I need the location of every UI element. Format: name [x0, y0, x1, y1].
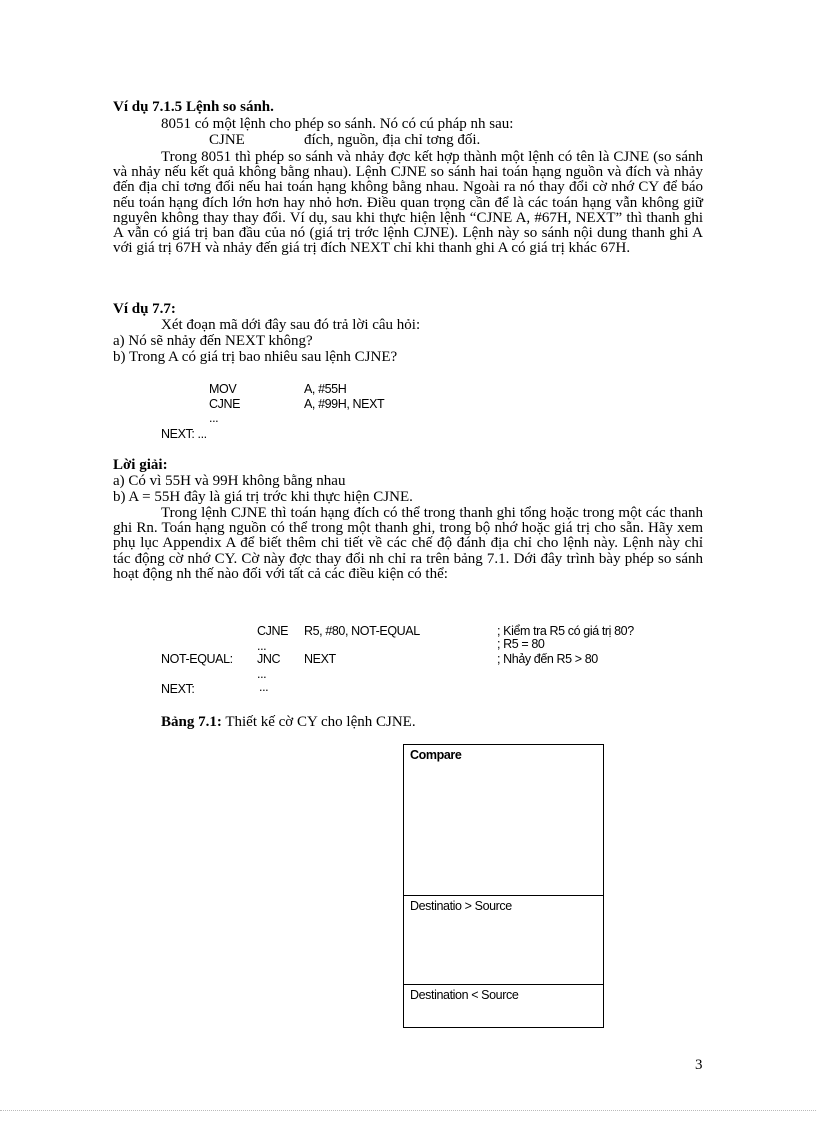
- syntax-args: đích, nguồn, địa chỉ tơng đối.: [304, 132, 481, 148]
- table-row: [404, 985, 603, 1028]
- code-dots: ...: [259, 680, 269, 694]
- code-comment: ; R5 = 80: [497, 637, 545, 651]
- code-label: NOT-EQUAL:: [161, 652, 233, 666]
- answer-b: b) A = 55H đây là giá trị trớc khi thực hiện CJNE.: [113, 489, 413, 505]
- example-heading: Ví dụ 7.7:: [113, 301, 176, 317]
- section-intro: 8051 có một lệnh cho phép so sánh. Nó có cú pháp nh sau:: [161, 116, 514, 132]
- table-caption-number: Bảng 7.1:: [161, 714, 222, 730]
- paragraph-text: Trong 8051 thì phép so sánh và nhảy đợc kết hợp thành một lệnh có tên là CJNE (so sánh và nhảy nếu kết quả không bằng nhau). Lệnh CJNE so sánh hai toán hạng nguồn và đích và nhảy đến địa chỉ tơng đối nếu hai toán hạng không bằng nhau. Ngoài ra nó thay đổi cờ nhớ CY để báo nếu toán hạng đích lớn hơn hay nhỏ hơn. Điều quan trọng cần để là các toán hạng vẫn không giữ nguyên không thay thay đổi. Ví dụ, sau khi thực hiện lệnh “CJNE A, #67H, NEXT” thì thanh ghi A vẫn có giá trị ban đầu của nó (giá trị trớc lệnh CJNE). Lệnh này so sánh nội dung thanh ghi A với giá trị 67H và nhảy đến giá trị đích NEXT chỉ khi thanh ghi A có giá trị khác 67H.: [113, 149, 703, 257]
- code-comment: ; Nhảy đến R5 > 80: [497, 652, 598, 666]
- code-args: A, #55H: [304, 382, 347, 396]
- table-cell: Destinatio > Source: [410, 899, 512, 913]
- section-heading: [113, 100, 274, 115]
- code-args: NEXT: [304, 652, 336, 666]
- code-op: JNC: [257, 652, 281, 666]
- code-op: MOV: [209, 382, 237, 396]
- section-paragraph: [113, 150, 703, 256]
- code-op: CJNE: [257, 624, 289, 638]
- code-args: A, #99H, NEXT: [304, 397, 385, 411]
- table-header: Compare: [410, 748, 462, 762]
- code-label: NEXT:: [161, 682, 195, 696]
- footer-divider: [0, 1110, 816, 1111]
- section-heading-number: Ví dụ 7.1.5: [113, 99, 183, 115]
- table-caption-text: Thiết kế cờ CY cho lệnh CJNE.: [225, 714, 416, 730]
- page-number: 3: [695, 1057, 703, 1073]
- code-comment: ; Kiểm tra R5 có giá trị 80?: [497, 624, 634, 638]
- section-heading-title: Lệnh so sánh.: [185, 99, 274, 115]
- cy-flag-table: [403, 744, 604, 1028]
- paragraph-text: Trong lệnh CJNE thì toán hạng đích có thể trong thanh ghi tổng hoặc trong một các thanh ghi Rn. Toán hạng nguồn có thể trong một thanh ghi, trong bộ nhớ hoặc giá trị cho sẵn. Hãy xem phụ lục Appendix A để biết thêm chi tiết về các chế độ đánh địa chỉ cho lệnh này. Lệnh này chỉ tác động cờ nhớ CY. Cờ này đợc thay đổi nh chỉ ra trên bảng 7.1. Dới đây trình bày phép so sánh hoạt động nh thế nào đối với tất cả các điều kiện có thể:: [113, 505, 703, 582]
- code-args: R5, #80, NOT-EQUAL: [304, 624, 420, 638]
- code-op: CJNE: [209, 397, 241, 411]
- question-a: a) Nó sẽ nhảy đến NEXT không?: [113, 333, 313, 349]
- table-header-row: [404, 745, 603, 896]
- syntax-op: CJNE: [209, 132, 245, 148]
- code-label: NEXT: ...: [161, 427, 207, 441]
- table-row: [404, 896, 603, 985]
- table-cell: Destination < Source: [410, 988, 519, 1002]
- question-b: b) Trong A có giá trị bao nhiêu sau lệnh CJNE?: [113, 349, 398, 365]
- code-dots: ...: [209, 411, 219, 425]
- solution-heading: Lời giải:: [113, 457, 168, 473]
- code-dots: ...: [257, 667, 267, 681]
- answer-a: a) Có vì 55H và 99H không bằng nhau: [113, 473, 346, 489]
- table-caption: [161, 715, 416, 730]
- solution-paragraph: [113, 506, 703, 582]
- example-prompt: Xét đoạn mã dới đây sau đó trả lời câu hỏi:: [161, 317, 421, 333]
- code-dots: ...: [257, 639, 267, 653]
